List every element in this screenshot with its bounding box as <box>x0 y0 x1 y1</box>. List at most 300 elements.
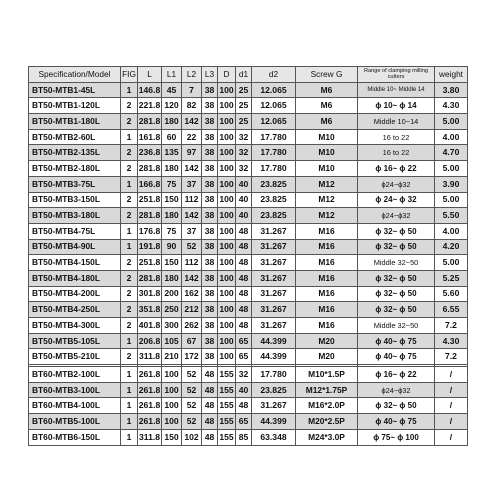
spec-sheet <box>28 66 467 446</box>
cell-d: 100 <box>218 82 236 98</box>
cell-d2: 12.065 <box>252 82 296 98</box>
cell-model: BT50-MTB4-150L <box>29 255 121 271</box>
cell-fig: 1 <box>121 176 138 192</box>
cell-l3: 38 <box>202 192 218 208</box>
cell-screw: M20 <box>296 333 358 349</box>
cell-l2: 52 <box>182 367 202 383</box>
cell-screw: M20 <box>296 349 358 365</box>
cell-l3: 38 <box>202 145 218 161</box>
header-l3: L3 <box>202 67 218 83</box>
cell-l2: 37 <box>182 223 202 239</box>
cell-fig: 1 <box>121 239 138 255</box>
cell-d2: 31.267 <box>252 398 296 414</box>
cell-model: BT50-MTB5-105L <box>29 333 121 349</box>
cell-l2: 52 <box>182 414 202 430</box>
cell-fig: 2 <box>121 286 138 302</box>
table-row <box>29 286 468 302</box>
cell-d: 100 <box>218 255 236 271</box>
cell-model: BT60-MTB4-100L <box>29 398 121 414</box>
table-row <box>29 208 468 224</box>
cell-fig: 1 <box>121 398 138 414</box>
cell-l2: 52 <box>182 398 202 414</box>
cell-range: ϕ 40~ ϕ 75 <box>358 349 435 365</box>
cell-model: BT50-MTB2-180L <box>29 161 121 177</box>
cell-model: BT50-MTB3-180L <box>29 208 121 224</box>
cell-d1: 48 <box>236 239 252 255</box>
cell-d1: 48 <box>236 223 252 239</box>
cell-l: 261.8 <box>138 398 162 414</box>
cell-d1: 32 <box>236 129 252 145</box>
cell-l1: 210 <box>162 349 182 365</box>
table-row <box>29 129 468 145</box>
cell-screw: M10*1.5P <box>296 367 358 383</box>
cell-d1: 32 <box>236 145 252 161</box>
cell-d2: 63.348 <box>252 429 296 445</box>
cell-fig: 2 <box>121 145 138 161</box>
cell-d: 100 <box>218 192 236 208</box>
table-row <box>29 239 468 255</box>
cell-weight: 5.00 <box>435 255 468 271</box>
cell-weight: 5.00 <box>435 192 468 208</box>
cell-fig: 1 <box>121 429 138 445</box>
cell-d1: 48 <box>236 318 252 334</box>
cell-l3: 38 <box>202 333 218 349</box>
cell-weight: / <box>435 398 468 414</box>
table-row <box>29 192 468 208</box>
cell-d: 100 <box>218 333 236 349</box>
cell-range: Middle 10~ Middle 14 <box>358 82 435 98</box>
cell-l: 176.8 <box>138 223 162 239</box>
cell-d2: 23.825 <box>252 176 296 192</box>
cell-l3: 38 <box>202 129 218 145</box>
cell-l1: 100 <box>162 398 182 414</box>
cell-l: 281.8 <box>138 161 162 177</box>
spec-table <box>28 66 468 446</box>
cell-l3: 38 <box>202 208 218 224</box>
cell-model: BT50-MTB5-210L <box>29 349 121 365</box>
cell-l2: 112 <box>182 192 202 208</box>
cell-d: 100 <box>218 161 236 177</box>
header-l1: L1 <box>162 67 182 83</box>
cell-d1: 65 <box>236 349 252 365</box>
cell-l1: 75 <box>162 223 182 239</box>
cell-d: 100 <box>218 302 236 318</box>
cell-fig: 2 <box>121 302 138 318</box>
header-d2: d2 <box>252 67 296 83</box>
cell-screw: M16 <box>296 239 358 255</box>
cell-model: BT50-MTB2-135L <box>29 145 121 161</box>
cell-l3: 48 <box>202 429 218 445</box>
table-row <box>29 318 468 334</box>
table-row <box>29 333 468 349</box>
cell-d: 100 <box>218 270 236 286</box>
cell-d2: 12.065 <box>252 98 296 114</box>
cell-d1: 48 <box>236 302 252 318</box>
cell-weight: 3.80 <box>435 82 468 98</box>
cell-l: 281.8 <box>138 270 162 286</box>
cell-fig: 2 <box>121 208 138 224</box>
cell-l2: 22 <box>182 129 202 145</box>
table-row <box>29 270 468 286</box>
cell-l2: 112 <box>182 255 202 271</box>
cell-l2: 142 <box>182 161 202 177</box>
cell-d1: 48 <box>236 255 252 271</box>
table-row <box>29 382 468 398</box>
cell-d: 100 <box>218 129 236 145</box>
cell-range: ϕ 16~ ϕ 22 <box>358 161 435 177</box>
cell-fig: 2 <box>121 255 138 271</box>
cell-d2: 44.399 <box>252 414 296 430</box>
table-row <box>29 176 468 192</box>
cell-l: 221.8 <box>138 98 162 114</box>
cell-d2: 44.399 <box>252 349 296 365</box>
cell-model: BT50-MTB3-150L <box>29 192 121 208</box>
cell-screw: M16 <box>296 270 358 286</box>
cell-screw: M6 <box>296 98 358 114</box>
cell-d: 100 <box>218 176 236 192</box>
cell-d1: 48 <box>236 398 252 414</box>
cell-d: 100 <box>218 349 236 365</box>
cell-d: 100 <box>218 208 236 224</box>
cell-fig: 2 <box>121 192 138 208</box>
cell-l1: 100 <box>162 414 182 430</box>
cell-l3: 38 <box>202 318 218 334</box>
cell-range: ϕ 32~ ϕ 50 <box>358 286 435 302</box>
cell-fig: 1 <box>121 367 138 383</box>
cell-weight: 5.00 <box>435 161 468 177</box>
cell-l: 251.8 <box>138 192 162 208</box>
cell-l: 166.8 <box>138 176 162 192</box>
cell-l3: 38 <box>202 349 218 365</box>
cell-d2: 31.267 <box>252 302 296 318</box>
cell-range: ϕ24~ϕ32 <box>358 176 435 192</box>
table-row <box>29 414 468 430</box>
cell-weight: 4.30 <box>435 333 468 349</box>
cell-l: 261.8 <box>138 367 162 383</box>
cell-d: 100 <box>218 318 236 334</box>
cell-screw: M10 <box>296 129 358 145</box>
header-range: Range of clamping milling cutters <box>358 67 435 83</box>
cell-l: 161.8 <box>138 129 162 145</box>
cell-screw: M6 <box>296 82 358 98</box>
cell-fig: 2 <box>121 318 138 334</box>
cell-d1: 48 <box>236 286 252 302</box>
header-weight: weight <box>435 67 468 83</box>
cell-l1: 135 <box>162 145 182 161</box>
cell-fig: 1 <box>121 129 138 145</box>
cell-model: BT50-MTB4-300L <box>29 318 121 334</box>
cell-l2: 102 <box>182 429 202 445</box>
cell-range: ϕ 32~ ϕ 50 <box>358 270 435 286</box>
table-row <box>29 98 468 114</box>
cell-d2: 31.267 <box>252 255 296 271</box>
cell-model: BT60-MTB5-100L <box>29 414 121 430</box>
cell-d2: 31.267 <box>252 239 296 255</box>
cell-d: 100 <box>218 98 236 114</box>
header-row <box>29 67 468 83</box>
cell-l1: 75 <box>162 176 182 192</box>
cell-d2: 31.267 <box>252 286 296 302</box>
cell-d: 100 <box>218 145 236 161</box>
cell-weight: 7.2 <box>435 318 468 334</box>
cell-screw: M16 <box>296 318 358 334</box>
cell-d1: 85 <box>236 429 252 445</box>
cell-l3: 48 <box>202 367 218 383</box>
cell-range: 16 to 22 <box>358 145 435 161</box>
cell-l: 281.8 <box>138 208 162 224</box>
cell-l2: 162 <box>182 286 202 302</box>
cell-d2: 23.825 <box>252 382 296 398</box>
cell-weight: 4.70 <box>435 145 468 161</box>
cell-l3: 38 <box>202 176 218 192</box>
cell-range: ϕ24~ϕ32 <box>358 208 435 224</box>
cell-l2: 52 <box>182 239 202 255</box>
cell-screw: M12 <box>296 176 358 192</box>
cell-fig: 2 <box>121 270 138 286</box>
cell-screw: M16*2.0P <box>296 398 358 414</box>
header-screw: Screw G <box>296 67 358 83</box>
cell-d2: 23.825 <box>252 208 296 224</box>
cell-d: 155 <box>218 398 236 414</box>
cell-l: 401.8 <box>138 318 162 334</box>
table-row <box>29 255 468 271</box>
table-row <box>29 82 468 98</box>
cell-l2: 142 <box>182 114 202 130</box>
table-row <box>29 349 468 365</box>
cell-d: 155 <box>218 429 236 445</box>
table-row <box>29 114 468 130</box>
cell-range: ϕ 10~ ϕ 14 <box>358 98 435 114</box>
cell-l1: 100 <box>162 367 182 383</box>
cell-l3: 38 <box>202 82 218 98</box>
cell-l3: 38 <box>202 223 218 239</box>
cell-d1: 32 <box>236 367 252 383</box>
cell-l: 311.8 <box>138 349 162 365</box>
cell-l2: 142 <box>182 208 202 224</box>
cell-l1: 180 <box>162 161 182 177</box>
cell-l1: 45 <box>162 82 182 98</box>
cell-d: 100 <box>218 223 236 239</box>
header-model: Specification/Model <box>29 67 121 83</box>
cell-l2: 52 <box>182 382 202 398</box>
cell-range: ϕ 32~ ϕ 50 <box>358 398 435 414</box>
cell-weight: 5.00 <box>435 114 468 130</box>
cell-model: BT50-MTB4-90L <box>29 239 121 255</box>
cell-d2: 44.399 <box>252 333 296 349</box>
cell-l1: 105 <box>162 333 182 349</box>
cell-screw: M16 <box>296 255 358 271</box>
cell-d: 155 <box>218 367 236 383</box>
cell-weight: 6.55 <box>435 302 468 318</box>
cell-l: 236.8 <box>138 145 162 161</box>
cell-model: BT50-MTB1-180L <box>29 114 121 130</box>
cell-range: 16 to 22 <box>358 129 435 145</box>
cell-l3: 38 <box>202 161 218 177</box>
cell-l1: 150 <box>162 255 182 271</box>
cell-d: 100 <box>218 239 236 255</box>
cell-l: 206.8 <box>138 333 162 349</box>
cell-l: 261.8 <box>138 414 162 430</box>
cell-l: 301.8 <box>138 286 162 302</box>
cell-d1: 25 <box>236 98 252 114</box>
cell-weight: / <box>435 382 468 398</box>
cell-d1: 40 <box>236 382 252 398</box>
cell-d2: 17.780 <box>252 145 296 161</box>
cell-weight: 5.60 <box>435 286 468 302</box>
cell-d1: 40 <box>236 208 252 224</box>
cell-l1: 150 <box>162 192 182 208</box>
cell-l2: 67 <box>182 333 202 349</box>
cell-l: 281.8 <box>138 114 162 130</box>
cell-d2: 23.825 <box>252 192 296 208</box>
cell-d: 155 <box>218 382 236 398</box>
cell-l2: 97 <box>182 145 202 161</box>
cell-screw: M12*1.75P <box>296 382 358 398</box>
cell-d: 100 <box>218 114 236 130</box>
cell-model: BT50-MTB4-250L <box>29 302 121 318</box>
cell-model: BT60-MTB3-100L <box>29 382 121 398</box>
cell-range: ϕ 40~ ϕ 75 <box>358 333 435 349</box>
cell-d1: 25 <box>236 82 252 98</box>
cell-l1: 250 <box>162 302 182 318</box>
cell-weight: 7.2 <box>435 349 468 365</box>
cell-model: BT50-MTB2-60L <box>29 129 121 145</box>
cell-l3: 38 <box>202 239 218 255</box>
table-row <box>29 145 468 161</box>
table-row <box>29 429 468 445</box>
cell-fig: 2 <box>121 98 138 114</box>
cell-range: ϕ 32~ ϕ 50 <box>358 239 435 255</box>
cell-weight: 4.00 <box>435 129 468 145</box>
cell-d2: 17.780 <box>252 367 296 383</box>
cell-d2: 31.267 <box>252 318 296 334</box>
cell-l1: 180 <box>162 270 182 286</box>
cell-l3: 38 <box>202 114 218 130</box>
cell-fig: 1 <box>121 82 138 98</box>
cell-d2: 31.267 <box>252 223 296 239</box>
cell-screw: M16 <box>296 302 358 318</box>
cell-fig: 1 <box>121 223 138 239</box>
cell-model: BT50-MTB1-120L <box>29 98 121 114</box>
cell-weight: 3.90 <box>435 176 468 192</box>
cell-l3: 38 <box>202 270 218 286</box>
table-row <box>29 302 468 318</box>
cell-screw: M16 <box>296 223 358 239</box>
cell-l2: 7 <box>182 82 202 98</box>
cell-l1: 60 <box>162 129 182 145</box>
cell-range: Middle 10~14 <box>358 114 435 130</box>
cell-d2: 31.267 <box>252 270 296 286</box>
cell-l1: 200 <box>162 286 182 302</box>
cell-d1: 32 <box>236 161 252 177</box>
cell-range: ϕ 40~ ϕ 75 <box>358 414 435 430</box>
cell-l: 261.8 <box>138 382 162 398</box>
cell-l1: 100 <box>162 382 182 398</box>
header-d1: d1 <box>236 67 252 83</box>
cell-l2: 82 <box>182 98 202 114</box>
cell-screw: M24*3.0P <box>296 429 358 445</box>
cell-l2: 172 <box>182 349 202 365</box>
cell-screw: M6 <box>296 114 358 130</box>
cell-range: ϕ 32~ ϕ 50 <box>358 302 435 318</box>
cell-l1: 180 <box>162 114 182 130</box>
cell-l2: 142 <box>182 270 202 286</box>
cell-range: ϕ24~ϕ32 <box>358 382 435 398</box>
cell-weight: 4.00 <box>435 223 468 239</box>
cell-model: BT50-MTB3-75L <box>29 176 121 192</box>
cell-l3: 48 <box>202 414 218 430</box>
cell-range: ϕ 16~ ϕ 22 <box>358 367 435 383</box>
cell-l: 191.8 <box>138 239 162 255</box>
cell-range: ϕ 24~ ϕ 32 <box>358 192 435 208</box>
cell-l: 351.8 <box>138 302 162 318</box>
spec-table-body <box>29 67 468 446</box>
cell-l: 146.8 <box>138 82 162 98</box>
cell-weight: 4.20 <box>435 239 468 255</box>
cell-l3: 38 <box>202 255 218 271</box>
cell-range: ϕ 75~ ϕ 100 <box>358 429 435 445</box>
cell-fig: 1 <box>121 382 138 398</box>
cell-d1: 65 <box>236 333 252 349</box>
cell-range: Middle 32~50 <box>358 255 435 271</box>
header-d: D <box>218 67 236 83</box>
cell-l1: 150 <box>162 429 182 445</box>
cell-l: 251.8 <box>138 255 162 271</box>
cell-model: BT50-MTB4-75L <box>29 223 121 239</box>
cell-d1: 40 <box>236 192 252 208</box>
cell-l2: 212 <box>182 302 202 318</box>
cell-fig: 2 <box>121 349 138 365</box>
cell-l1: 120 <box>162 98 182 114</box>
cell-screw: M12 <box>296 208 358 224</box>
cell-screw: M12 <box>296 192 358 208</box>
cell-d2: 17.780 <box>252 161 296 177</box>
cell-l1: 180 <box>162 208 182 224</box>
cell-model: BT50-MTB4-200L <box>29 286 121 302</box>
cell-weight: / <box>435 414 468 430</box>
cell-l3: 48 <box>202 382 218 398</box>
cell-screw: M16 <box>296 286 358 302</box>
cell-l3: 38 <box>202 98 218 114</box>
cell-l3: 48 <box>202 398 218 414</box>
header-l: L <box>138 67 162 83</box>
cell-d2: 12.065 <box>252 114 296 130</box>
cell-l: 311.8 <box>138 429 162 445</box>
cell-l3: 38 <box>202 302 218 318</box>
table-row <box>29 367 468 383</box>
cell-weight: 5.25 <box>435 270 468 286</box>
cell-d1: 65 <box>236 414 252 430</box>
cell-screw: M10 <box>296 161 358 177</box>
cell-fig: 1 <box>121 414 138 430</box>
cell-l2: 37 <box>182 176 202 192</box>
cell-range: ϕ 32~ ϕ 50 <box>358 223 435 239</box>
cell-d: 155 <box>218 414 236 430</box>
cell-d2: 17.780 <box>252 129 296 145</box>
cell-fig: 2 <box>121 161 138 177</box>
cell-l3: 38 <box>202 286 218 302</box>
header-l2: L2 <box>182 67 202 83</box>
header-fig: FIG <box>121 67 138 83</box>
cell-weight: / <box>435 429 468 445</box>
table-row <box>29 161 468 177</box>
cell-model: BT50-MTB4-180L <box>29 270 121 286</box>
cell-l2: 262 <box>182 318 202 334</box>
cell-fig: 1 <box>121 333 138 349</box>
cell-model: BT50-MTB1-45L <box>29 82 121 98</box>
cell-screw: M10 <box>296 145 358 161</box>
cell-range: Middle 32~50 <box>358 318 435 334</box>
